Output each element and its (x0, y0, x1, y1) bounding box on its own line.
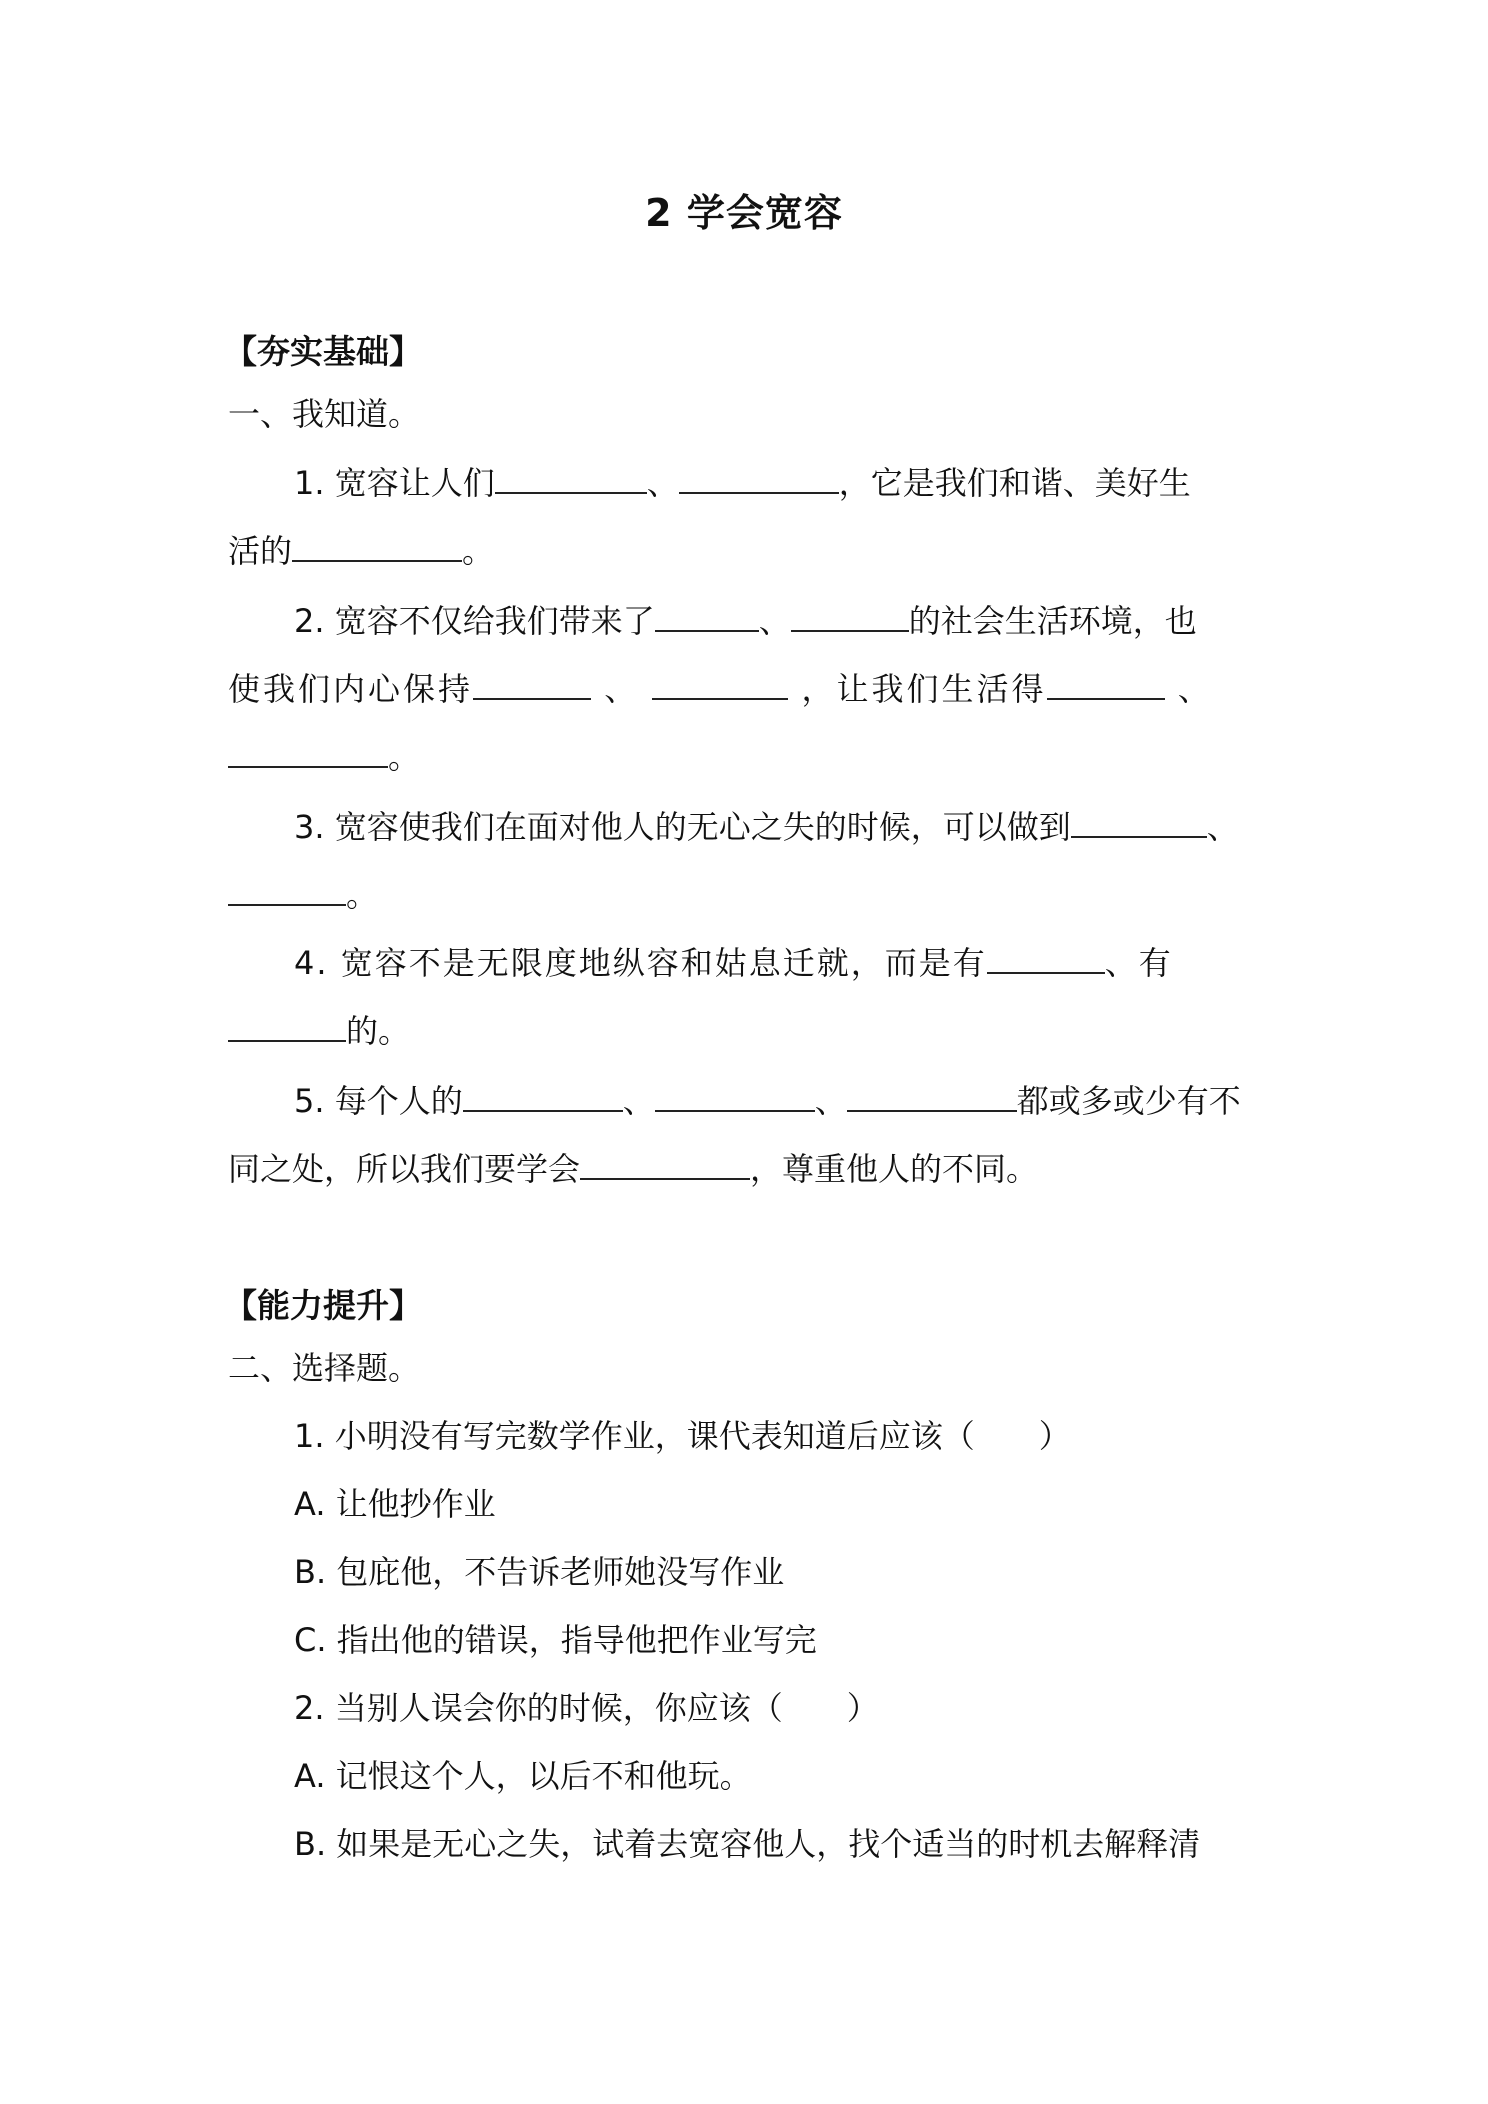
choice-option-2b[interactable]: B. 如果是无心之失，试着去宽容他人，找个适当的时机去解释清 (294, 1825, 1201, 1863)
part-label-know: 一、我知道。 (228, 395, 421, 433)
choice-option-1c[interactable]: C. 指出他的错误，指导他把作业写完 (294, 1621, 817, 1659)
answer-blank[interactable] (652, 668, 788, 700)
question-2-line-3: 。 (228, 736, 420, 777)
part-label-choice: 二、选择题。 (228, 1349, 421, 1387)
answer-blank[interactable] (473, 668, 591, 700)
answer-blank[interactable] (495, 462, 647, 494)
answer-blank[interactable] (655, 1080, 815, 1112)
question-1-line-1: 1. 宽容让人们 、 ，它是我们和谐、美好生 (294, 464, 1191, 502)
answer-blank[interactable] (1071, 806, 1207, 838)
answer-blank[interactable] (228, 1010, 346, 1042)
choice-option-1a[interactable]: A. 让他抄作业 (294, 1485, 496, 1523)
answer-blank[interactable] (580, 1148, 750, 1180)
answer-blank[interactable] (463, 1080, 623, 1112)
question-1-line-2: 活的 。 (228, 532, 495, 570)
answer-blank[interactable] (228, 874, 346, 906)
question-3-line-1: 3. 宽容使我们在面对他人的无心之失的时候，可以做到 、 (294, 808, 1239, 846)
answer-blank[interactable] (791, 600, 909, 632)
answer-blank[interactable] (679, 462, 839, 494)
answer-blank[interactable] (987, 942, 1105, 974)
answer-blank[interactable] (292, 530, 462, 562)
answer-blank[interactable] (655, 600, 759, 632)
section-heading-improve: 【能力提升】 (224, 1286, 422, 1325)
answer-blank[interactable] (847, 1080, 1017, 1112)
section-heading-basics: 【夯实基础】 (224, 332, 422, 371)
choice-option-2a[interactable]: A. 记恨这个人，以后不和他玩。 (294, 1757, 752, 1795)
answer-blank[interactable] (228, 736, 388, 768)
choice-question-2-stem: 2. 当别人误会你的时候，你应该（ ） (294, 1689, 879, 1727)
question-5-line-2: 同之处，所以我们要学会 ，尊重他人的不同。 (228, 1150, 1039, 1188)
choice-question-1-stem: 1. 小明没有写完数学作业，课代表知道后应该（ ） (294, 1417, 1071, 1455)
question-4-line-2: 的。 (228, 1010, 410, 1051)
question-4-line-1: 4. 宽容不是无限度地纵容和姑息迁就，而是有 、有 (294, 944, 1173, 982)
question-2-line-1: 2. 宽容不仅给我们带来了 、 的社会生活环境，也 (294, 602, 1197, 640)
question-2-line-2: 使我们内心保持 、 ，让我们生活得 、 (228, 670, 1213, 708)
question-5-line-1: 5. 每个人的 、 、 都或多或少有不 (294, 1082, 1241, 1120)
question-3-line-2: 。 (228, 874, 378, 915)
choice-option-1b[interactable]: B. 包庇他，不告诉老师她没写作业 (294, 1553, 785, 1591)
answer-blank[interactable] (1047, 668, 1165, 700)
page-title: 2 学会宽容 (645, 191, 843, 235)
